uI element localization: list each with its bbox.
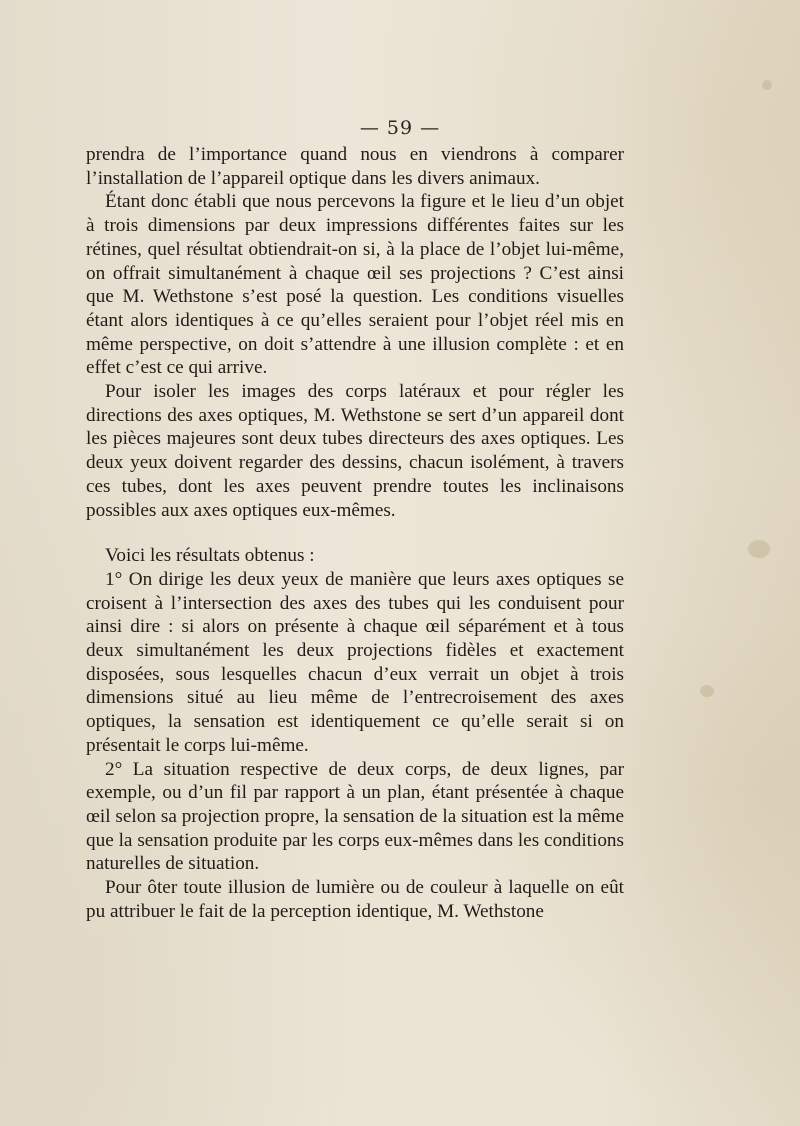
paragraph-spacer xyxy=(86,522,624,544)
paragraph: Voici les résultats obtenus : xyxy=(105,545,315,567)
paper-stain xyxy=(700,685,714,697)
paragraph: 1° On dirige les deux yeux de manière que leurs axes optiques se croisent à l’intersection des axes des tubes qui les conduisent pour ainsi dire : si alors on présente à chaque œil séparément et à tous deux simultanément les deux projections fidèles et exactement disposées, sous lesquelles chacun d’eux verrait un objet à trois dimensions situé au lieu même de l’entrecroisement des axes optiques, la sensation est identiquement ce qu’elle serait si on présentait le corps lui-même. xyxy=(86,568,624,756)
paragraph: prendra de l’importance quand nous en viendrons à comparer l’installation de l’appareil optique dans les divers animaux. xyxy=(86,144,624,189)
paragraph: 2° La situation respective de deux corps, de deux lignes, par exemple, ou d’un fil par rapport à un plan, étant présentée à chaque œil selon sa projection propre, la sensation de la situation est la même que la sensation produite par les corps eux-mêmes dans les conditions naturelles de situation. xyxy=(86,758,624,875)
paragraph: Pour isoler les images des corps latéraux et pour régler les directions des axes optiques, M. Wethstone se sert d’un appareil dont les pièces majeures sont deux tubes directeurs des axes optiques. Les deux yeux doivent regarder des dessins, chacun isolément, à travers ces tubes, dont les axes peuvent prendre toutes les inclinaisons possibles aux axes optiques eux-mêmes. xyxy=(86,381,624,521)
paragraph: Étant donc établi que nous percevons la figure et le lieu d’un objet à trois dimensions par deux impressions différentes faites sur les rétines, quel résultat obtiendrait-on si, à la place de l’objet lui-même, on offrait simultanément à chaque œil ses projections ? C’est ainsi que M. Wethstone s’est posé la question. Les conditions visuelles étant alors identiques à ce qu’elles seraient pour l’objet réel mis en même perspective, on doit s’attendre à une illusion complète : et en effet c’est ce qui arrive. xyxy=(86,191,624,379)
paper-stain xyxy=(762,80,772,90)
body-text xyxy=(86,143,624,924)
paragraph: Pour ôter toute illusion de lumière ou de couleur à laquelle on eût pu attribuer le fait de la perception identique, M. Wethstone xyxy=(86,877,624,922)
page-number: — 59 — xyxy=(359,117,441,139)
paper-stain xyxy=(748,540,770,558)
